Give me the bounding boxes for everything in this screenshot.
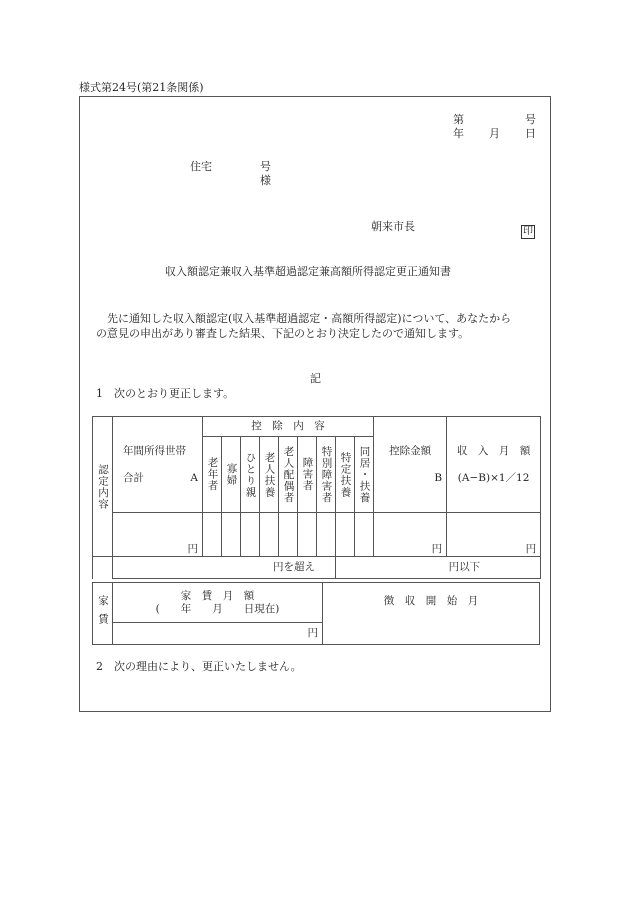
deduction-amount-cell: 控除金額 B [374,417,447,513]
address-number-label: 号 [260,160,271,173]
item-2: 2 次の理由により、更正いたしません。 [96,660,302,673]
deduction-amount-value: 円 [374,513,447,557]
income-header-cell: 年間所得世帯 合計 A [113,417,203,513]
collection-start-cell: 徴 収 開 始 月 [323,583,540,645]
over-cell: 円を超え [113,557,336,579]
deduction-value-7 [336,513,355,557]
sama-label: 様 [260,174,271,187]
income-table [92,416,541,579]
deduction-value-6 [317,513,336,557]
year-label: 年 [453,127,464,140]
blank-cell [93,557,113,579]
day-label: 日 [525,127,536,140]
deduction-col-8: 同居・扶養 [355,437,374,513]
deduction-col-7: 特定扶養 [336,437,355,513]
deduction-value-0 [203,513,222,557]
deduction-value-2 [241,513,260,557]
deduction-value-8 [355,513,374,557]
deduction-col-1: 寡婦 [222,437,241,513]
deduction-value-5 [298,513,317,557]
deduction-col-6: 特別障害者 [317,437,336,513]
deduction-col-4: 老人配偶者 [279,437,298,513]
deduction-header-cell: 控 除 内 容 [203,417,374,437]
address-label: 住宅 [190,160,212,173]
monthly-income-cell: 収 入 月 額 (A−B)×1／12 [447,417,541,513]
rent-monthly-cell: 家 賃 月 額 ( 年 月 日現在) [113,583,323,623]
rent-table [92,582,540,645]
document-title: 収入額認定兼収入基準超過認定兼高額所得認定更正通知書 [165,265,451,278]
number-prefix: 第 [453,113,464,126]
deduction-value-4 [279,513,298,557]
body-line-2: の意見の申出があり審査した結果、下記のとおり決定したので通知します。 [96,327,470,340]
seal-mark: 印 [523,226,533,237]
income-value-cell: 円 [113,513,203,557]
deduction-col-3: 老人扶養 [260,437,279,513]
deduction-col-2: ひとり親 [241,437,260,513]
rent-label-cell: 家賃 [93,583,113,645]
deduction-col-0: 老年者 [203,437,222,513]
deduction-value-1 [222,513,241,557]
ki-heading: 記 [310,372,321,385]
body-line-1: 先に通知した収入額認定(収入基準超過認定・高額所得認定)について、あなたから [107,312,512,325]
rent-value-cell: 円 [113,623,323,645]
deduction-value-3 [260,513,279,557]
form-number: 様式第24号(第21条関係) [79,81,204,94]
item-1: 1 次のとおり更正します。 [96,387,235,400]
deduction-col-5: 障害者 [298,437,317,513]
issuer-title: 朝来市長 [371,220,415,233]
monthly-income-value: 円 [447,513,541,557]
under-cell: 円以下 [336,557,541,579]
nintei-naiyo-cell: 認定内容 [93,417,113,557]
number-suffix: 号 [525,113,536,126]
month-label: 月 [489,127,500,140]
